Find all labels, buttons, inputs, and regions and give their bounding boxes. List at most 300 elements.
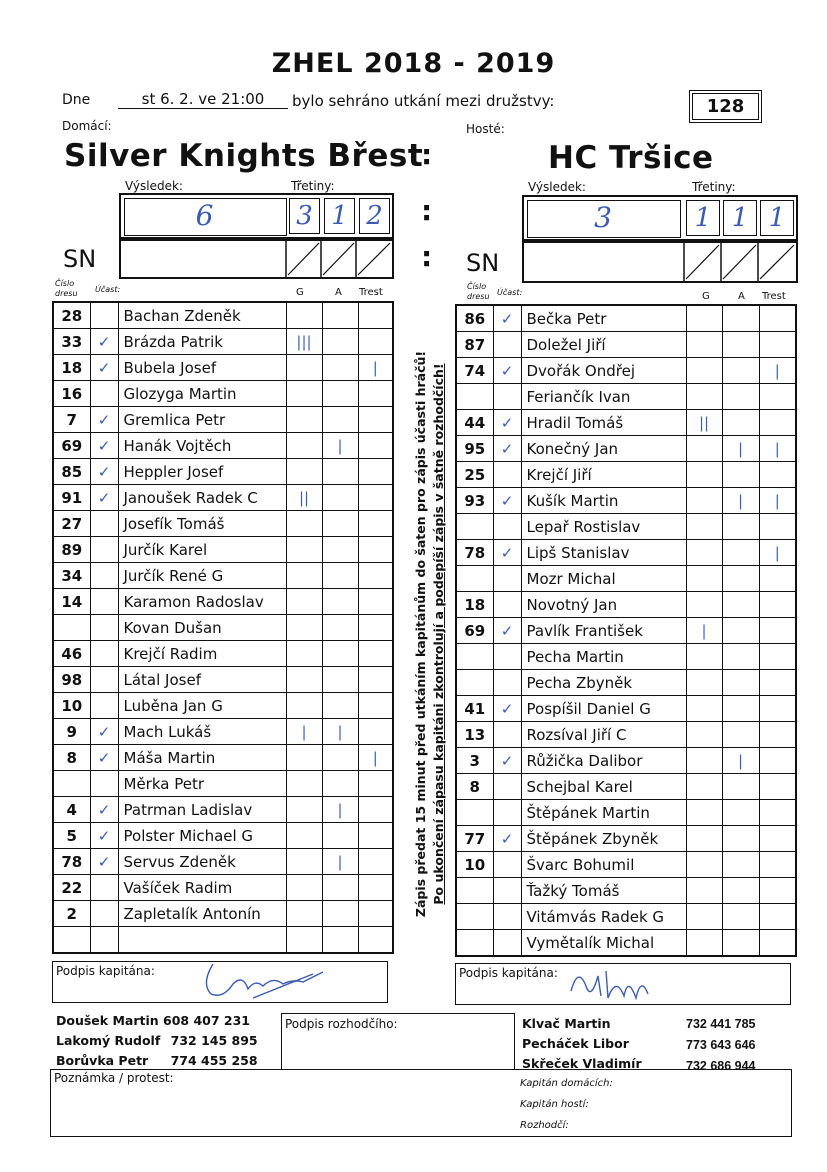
- attendance-check[interactable]: ✓: [493, 488, 521, 514]
- home-player-row: [53, 329, 393, 355]
- assists-cell[interactable]: [322, 511, 358, 537]
- assists-cell[interactable]: |: [722, 436, 759, 462]
- player-name: Rozsíval Jiří C: [521, 722, 686, 748]
- assists-cell[interactable]: [322, 537, 358, 563]
- penalty-cell[interactable]: [759, 722, 796, 748]
- away-sn-label: SN: [466, 249, 500, 277]
- away-player-row: [456, 514, 796, 540]
- attendance-check[interactable]: [90, 615, 118, 641]
- player-name: Schejbal Karel: [521, 774, 686, 800]
- goals-cell[interactable]: [286, 381, 322, 407]
- away-period-1: 1: [694, 203, 712, 233]
- penalty-cell[interactable]: [759, 592, 796, 618]
- assists-cell[interactable]: [722, 670, 759, 696]
- home-roster-table: [52, 301, 394, 954]
- away-player-row: [456, 852, 796, 878]
- penalty-cell[interactable]: [759, 670, 796, 696]
- away-col-g: G: [702, 291, 710, 302]
- player-number: 93: [456, 488, 493, 514]
- penalty-cell[interactable]: [358, 849, 393, 875]
- goals-cell[interactable]: [686, 800, 722, 826]
- assists-cell[interactable]: [722, 800, 759, 826]
- attendance-check[interactable]: [493, 384, 521, 410]
- goals-cell[interactable]: [286, 849, 322, 875]
- attendance-check[interactable]: ✓: [493, 436, 521, 462]
- goals-cell[interactable]: [686, 332, 722, 358]
- assists-cell[interactable]: [722, 826, 759, 852]
- goals-cell[interactable]: [686, 878, 722, 904]
- contact-right-2-name: Pecháček Libor: [522, 1036, 629, 1051]
- goals-cell[interactable]: [286, 693, 322, 719]
- goals-cell[interactable]: [286, 459, 322, 485]
- attendance-check[interactable]: ✓: [493, 540, 521, 566]
- attendance-check[interactable]: ✓: [493, 748, 521, 774]
- attendance-check[interactable]: [493, 878, 521, 904]
- assists-cell[interactable]: [322, 355, 358, 381]
- attendance-check[interactable]: [90, 302, 118, 329]
- penalty-cell[interactable]: |: [759, 436, 796, 462]
- goals-cell[interactable]: [286, 875, 322, 901]
- assists-cell[interactable]: [722, 774, 759, 800]
- penalty-cell[interactable]: [358, 641, 393, 667]
- goals-cell[interactable]: [286, 511, 322, 537]
- player-name: Luběna Jan G: [118, 693, 286, 719]
- attendance-check[interactable]: ✓: [90, 719, 118, 745]
- player-name: Lipš Stanislav: [521, 540, 686, 566]
- attendance-check[interactable]: ✓: [493, 696, 521, 722]
- home-captain-role: Kapitán domácích:: [520, 1078, 613, 1089]
- assists-cell[interactable]: [322, 875, 358, 901]
- date-value: st 6. 2. ve 21:00: [118, 90, 288, 109]
- player-name: Mach Lukáš: [118, 719, 286, 745]
- attendance-check[interactable]: [493, 462, 521, 488]
- goals-cell[interactable]: [286, 302, 322, 329]
- penalty-cell[interactable]: [759, 826, 796, 852]
- home-player-row: [53, 563, 393, 589]
- goals-cell[interactable]: [686, 436, 722, 462]
- penalty-cell[interactable]: [759, 930, 796, 957]
- attendance-check[interactable]: [493, 930, 521, 957]
- goals-cell[interactable]: |: [686, 618, 722, 644]
- penalty-cell[interactable]: |: [759, 488, 796, 514]
- player-name: [118, 927, 286, 954]
- note-box[interactable]: [50, 1069, 792, 1137]
- assists-cell[interactable]: [322, 927, 358, 954]
- player-number: 86: [456, 305, 493, 332]
- penalty-cell[interactable]: [358, 771, 393, 797]
- away-player-row: [456, 592, 796, 618]
- player-number: 8: [456, 774, 493, 800]
- assists-cell[interactable]: [722, 358, 759, 384]
- away-captain-signature-box[interactable]: [455, 963, 791, 1005]
- player-number: [456, 514, 493, 540]
- assists-cell[interactable]: [322, 381, 358, 407]
- attendance-check[interactable]: [90, 667, 118, 693]
- goals-cell[interactable]: ||: [286, 485, 322, 511]
- penalty-cell[interactable]: [358, 667, 393, 693]
- goals-cell[interactable]: [286, 407, 322, 433]
- team-separator: :: [421, 138, 433, 171]
- goals-cell[interactable]: [686, 384, 722, 410]
- assists-cell[interactable]: [322, 771, 358, 797]
- attendance-check[interactable]: ✓: [90, 459, 118, 485]
- away-col-attendance: Účast:: [497, 288, 523, 297]
- assists-cell[interactable]: [722, 904, 759, 930]
- away-player-row: [456, 618, 796, 644]
- home-player-row: [53, 693, 393, 719]
- goals-cell[interactable]: [686, 930, 722, 957]
- penalty-cell[interactable]: [759, 748, 796, 774]
- goals-cell[interactable]: ||: [686, 410, 722, 436]
- attendance-check[interactable]: ✓: [493, 826, 521, 852]
- attendance-check[interactable]: [493, 904, 521, 930]
- assists-cell[interactable]: [722, 644, 759, 670]
- player-number: 44: [456, 410, 493, 436]
- goals-cell[interactable]: [286, 537, 322, 563]
- penalty-cell[interactable]: [358, 433, 393, 459]
- player-name: Bubela Josef: [118, 355, 286, 381]
- assists-cell[interactable]: [722, 410, 759, 436]
- player-name: Pospíšil Daniel G: [521, 696, 686, 722]
- home-sn-cells: [121, 241, 392, 277]
- attendance-check[interactable]: ✓: [493, 358, 521, 384]
- attendance-check[interactable]: [90, 381, 118, 407]
- away-player-row: [456, 722, 796, 748]
- player-number: 18: [456, 592, 493, 618]
- home-label: Domácí:: [62, 119, 112, 133]
- assists-cell[interactable]: [722, 566, 759, 592]
- player-name: Látal Josef: [118, 667, 286, 693]
- player-number: 95: [456, 436, 493, 462]
- home-col-penalty: Trest: [359, 287, 383, 298]
- away-player-row: [456, 462, 796, 488]
- assists-cell[interactable]: [722, 722, 759, 748]
- penalty-cell[interactable]: |: [759, 358, 796, 384]
- attendance-check[interactable]: [90, 563, 118, 589]
- penalty-cell[interactable]: [759, 878, 796, 904]
- penalty-cell[interactable]: [759, 305, 796, 332]
- attendance-check[interactable]: ✓: [493, 618, 521, 644]
- penalty-cell[interactable]: [358, 329, 393, 355]
- player-name: Lepař Rostislav: [521, 514, 686, 540]
- goals-cell[interactable]: [686, 592, 722, 618]
- assists-cell[interactable]: [322, 641, 358, 667]
- home-captain-signature: [193, 954, 333, 1004]
- goals-cell[interactable]: [686, 904, 722, 930]
- goals-cell[interactable]: [686, 644, 722, 670]
- goals-cell[interactable]: [686, 748, 722, 774]
- goals-cell[interactable]: [686, 826, 722, 852]
- match-number: 128: [692, 93, 759, 120]
- attendance-check[interactable]: [90, 875, 118, 901]
- player-name: Glozyga Martin: [118, 381, 286, 407]
- assists-cell[interactable]: [322, 302, 358, 329]
- penalty-cell[interactable]: [759, 332, 796, 358]
- attendance-check[interactable]: [90, 511, 118, 537]
- attendance-check[interactable]: [90, 927, 118, 954]
- player-name: Pecha Martin: [521, 644, 686, 670]
- home-player-row: [53, 849, 393, 875]
- away-captain-signature: [556, 956, 666, 1006]
- goals-cell[interactable]: [686, 462, 722, 488]
- home-player-row: [53, 745, 393, 771]
- penalty-cell[interactable]: [759, 644, 796, 670]
- contact-right-2-phone: 773 643 646: [686, 1038, 756, 1052]
- player-number: 2: [53, 901, 90, 927]
- penalty-cell[interactable]: [358, 381, 393, 407]
- goals-cell[interactable]: [286, 797, 322, 823]
- goals-cell[interactable]: [286, 563, 322, 589]
- assists-cell[interactable]: [722, 384, 759, 410]
- attendance-check[interactable]: [90, 771, 118, 797]
- attendance-check[interactable]: ✓: [493, 305, 521, 332]
- goals-cell[interactable]: [686, 514, 722, 540]
- goals-cell[interactable]: [286, 771, 322, 797]
- penalty-cell[interactable]: |: [358, 745, 393, 771]
- penalty-cell[interactable]: [358, 719, 393, 745]
- assists-cell[interactable]: [322, 589, 358, 615]
- goals-cell[interactable]: [686, 305, 722, 332]
- goals-cell[interactable]: [286, 745, 322, 771]
- assists-cell[interactable]: [722, 618, 759, 644]
- player-number: [456, 644, 493, 670]
- home-player-row: [53, 537, 393, 563]
- home-period-2: 1: [331, 201, 348, 231]
- assists-cell[interactable]: [322, 693, 358, 719]
- attendance-check[interactable]: [493, 670, 521, 696]
- attendance-check[interactable]: [493, 800, 521, 826]
- assists-cell[interactable]: [722, 592, 759, 618]
- match-number-box: [689, 90, 762, 123]
- player-number: 10: [53, 693, 90, 719]
- assists-cell[interactable]: [322, 615, 358, 641]
- goals-cell[interactable]: [686, 358, 722, 384]
- penalty-cell[interactable]: [759, 566, 796, 592]
- penalty-cell[interactable]: [358, 302, 393, 329]
- contact-left-2: Lakomý Rudolf 732 145 895: [56, 1033, 258, 1048]
- assists-cell[interactable]: [322, 407, 358, 433]
- player-name: Bečka Petr: [521, 305, 686, 332]
- assists-cell[interactable]: [722, 514, 759, 540]
- penalty-cell[interactable]: [759, 618, 796, 644]
- attendance-check[interactable]: [493, 332, 521, 358]
- contact-right-3-phone: 732 686 944: [686, 1059, 756, 1073]
- assists-cell[interactable]: [722, 462, 759, 488]
- attendance-check[interactable]: ✓: [90, 407, 118, 433]
- attendance-check[interactable]: ✓: [90, 797, 118, 823]
- home-player-row: [53, 823, 393, 849]
- goals-cell[interactable]: [286, 355, 322, 381]
- penalty-cell[interactable]: [358, 511, 393, 537]
- goals-cell[interactable]: [686, 540, 722, 566]
- penalty-cell[interactable]: [759, 696, 796, 722]
- attendance-check[interactable]: [90, 589, 118, 615]
- contacts-right-phones: [686, 1014, 756, 1077]
- goals-cell[interactable]: |: [286, 719, 322, 745]
- assists-cell[interactable]: [322, 667, 358, 693]
- assists-cell[interactable]: [722, 878, 759, 904]
- penalty-cell[interactable]: [358, 797, 393, 823]
- attendance-check[interactable]: ✓: [90, 355, 118, 381]
- penalty-cell[interactable]: [358, 407, 393, 433]
- penalty-cell[interactable]: [358, 693, 393, 719]
- penalty-cell[interactable]: [759, 514, 796, 540]
- attendance-check[interactable]: ✓: [90, 485, 118, 511]
- player-name: Karamon Radoslav: [118, 589, 286, 615]
- goals-cell[interactable]: [686, 696, 722, 722]
- home-player-row: [53, 927, 393, 954]
- assists-cell[interactable]: [322, 485, 358, 511]
- player-name: Vymětalík Michal: [521, 930, 686, 957]
- goals-cell[interactable]: [286, 927, 322, 954]
- penalty-cell[interactable]: [358, 589, 393, 615]
- assists-cell[interactable]: [322, 459, 358, 485]
- player-number: 10: [456, 852, 493, 878]
- referee-signature-box[interactable]: [281, 1013, 515, 1070]
- home-result-label: Výsledek:: [125, 179, 183, 193]
- penalty-cell[interactable]: [358, 615, 393, 641]
- assists-cell[interactable]: |: [322, 797, 358, 823]
- goals-cell[interactable]: [286, 615, 322, 641]
- player-name: Bachan Zdeněk: [118, 302, 286, 329]
- home-player-row: [53, 485, 393, 511]
- attendance-check[interactable]: ✓: [90, 433, 118, 459]
- player-number: 18: [53, 355, 90, 381]
- attendance-check[interactable]: [493, 592, 521, 618]
- penalty-cell[interactable]: [759, 800, 796, 826]
- penalty-cell[interactable]: [358, 823, 393, 849]
- away-col-penalty: Trest: [762, 291, 786, 302]
- penalty-cell[interactable]: [358, 901, 393, 927]
- penalty-cell[interactable]: [759, 904, 796, 930]
- home-period-1: 3: [296, 201, 313, 231]
- goals-cell[interactable]: [286, 667, 322, 693]
- player-name: Krejčí Radim: [118, 641, 286, 667]
- player-number: 33: [53, 329, 90, 355]
- away-captain-role: Kapitán hostí:: [520, 1099, 589, 1110]
- home-player-row: [53, 615, 393, 641]
- date-label: Dne: [62, 92, 91, 108]
- penalty-cell[interactable]: [759, 410, 796, 436]
- player-name: Heppler Josef: [118, 459, 286, 485]
- home-result-box: [119, 193, 394, 239]
- result-separator: :: [421, 194, 433, 227]
- penalty-cell[interactable]: [358, 875, 393, 901]
- away-player-row: [456, 774, 796, 800]
- assists-cell[interactable]: [722, 930, 759, 957]
- assists-cell[interactable]: [322, 901, 358, 927]
- assists-cell[interactable]: [322, 329, 358, 355]
- goals-cell[interactable]: [686, 774, 722, 800]
- attendance-check[interactable]: [90, 693, 118, 719]
- penalty-cell[interactable]: [358, 459, 393, 485]
- away-sn-box: [522, 241, 798, 283]
- assists-cell[interactable]: [322, 563, 358, 589]
- goals-cell[interactable]: [286, 641, 322, 667]
- attendance-check[interactable]: [493, 566, 521, 592]
- player-name: Vašíček Radim: [118, 875, 286, 901]
- player-number: 89: [53, 537, 90, 563]
- penalty-cell[interactable]: [759, 774, 796, 800]
- player-name: Feriančík Ivan: [521, 384, 686, 410]
- assists-cell[interactable]: [722, 696, 759, 722]
- attendance-check[interactable]: ✓: [90, 823, 118, 849]
- penalty-cell[interactable]: [759, 852, 796, 878]
- penalty-cell[interactable]: |: [358, 355, 393, 381]
- assists-cell[interactable]: |: [322, 849, 358, 875]
- player-number: 27: [53, 511, 90, 537]
- attendance-check[interactable]: [90, 901, 118, 927]
- penalty-cell[interactable]: [759, 462, 796, 488]
- attendance-check[interactable]: [493, 722, 521, 748]
- player-number: 87: [456, 332, 493, 358]
- home-captain-signature-box[interactable]: [52, 961, 388, 1003]
- attendance-check[interactable]: ✓: [90, 329, 118, 355]
- assists-cell[interactable]: [722, 540, 759, 566]
- player-name: Brázda Patrik: [118, 329, 286, 355]
- attendance-check[interactable]: ✓: [90, 745, 118, 771]
- attendance-check[interactable]: [493, 774, 521, 800]
- penalty-cell[interactable]: [358, 485, 393, 511]
- penalty-cell[interactable]: [358, 537, 393, 563]
- assists-cell[interactable]: |: [722, 488, 759, 514]
- goals-cell[interactable]: [286, 901, 322, 927]
- goals-cell[interactable]: [286, 433, 322, 459]
- home-col-a: A: [335, 287, 342, 298]
- goals-cell[interactable]: [286, 823, 322, 849]
- attendance-check[interactable]: ✓: [90, 849, 118, 875]
- goals-cell[interactable]: [686, 852, 722, 878]
- player-name: Růžička Dalibor: [521, 748, 686, 774]
- goals-cell[interactable]: [686, 722, 722, 748]
- goals-cell[interactable]: [286, 589, 322, 615]
- home-col-g: G: [296, 287, 304, 298]
- home-player-row: [53, 511, 393, 537]
- assists-cell[interactable]: [322, 823, 358, 849]
- goals-cell[interactable]: [686, 670, 722, 696]
- goals-cell[interactable]: |||: [286, 329, 322, 355]
- contact-right-1-name: Klvač Martin: [522, 1016, 611, 1031]
- player-name: Pavlík František: [521, 618, 686, 644]
- away-player-row: [456, 305, 796, 332]
- assists-cell[interactable]: |: [322, 433, 358, 459]
- penalty-cell[interactable]: [358, 563, 393, 589]
- assists-cell[interactable]: [722, 852, 759, 878]
- penalty-cell[interactable]: |: [759, 540, 796, 566]
- referee-signature-label: Podpis rozhodčího:: [285, 1017, 398, 1031]
- away-periods-label: Třetiny:: [692, 180, 736, 194]
- player-number: [53, 615, 90, 641]
- assists-cell[interactable]: [722, 332, 759, 358]
- goals-cell[interactable]: [686, 566, 722, 592]
- assists-cell[interactable]: [322, 745, 358, 771]
- attendance-check[interactable]: [90, 641, 118, 667]
- attendance-check[interactable]: [493, 514, 521, 540]
- home-team-name: Silver Knights Břest: [64, 138, 424, 174]
- attendance-check[interactable]: ✓: [493, 410, 521, 436]
- assists-cell[interactable]: |: [322, 719, 358, 745]
- penalty-cell[interactable]: [759, 384, 796, 410]
- goals-cell[interactable]: [686, 488, 722, 514]
- attendance-check[interactable]: [493, 852, 521, 878]
- assists-cell[interactable]: |: [722, 748, 759, 774]
- penalty-cell[interactable]: [358, 927, 393, 954]
- home-player-row: [53, 355, 393, 381]
- player-number: 34: [53, 563, 90, 589]
- assists-cell[interactable]: [722, 305, 759, 332]
- attendance-check[interactable]: [90, 537, 118, 563]
- attendance-check[interactable]: [493, 644, 521, 670]
